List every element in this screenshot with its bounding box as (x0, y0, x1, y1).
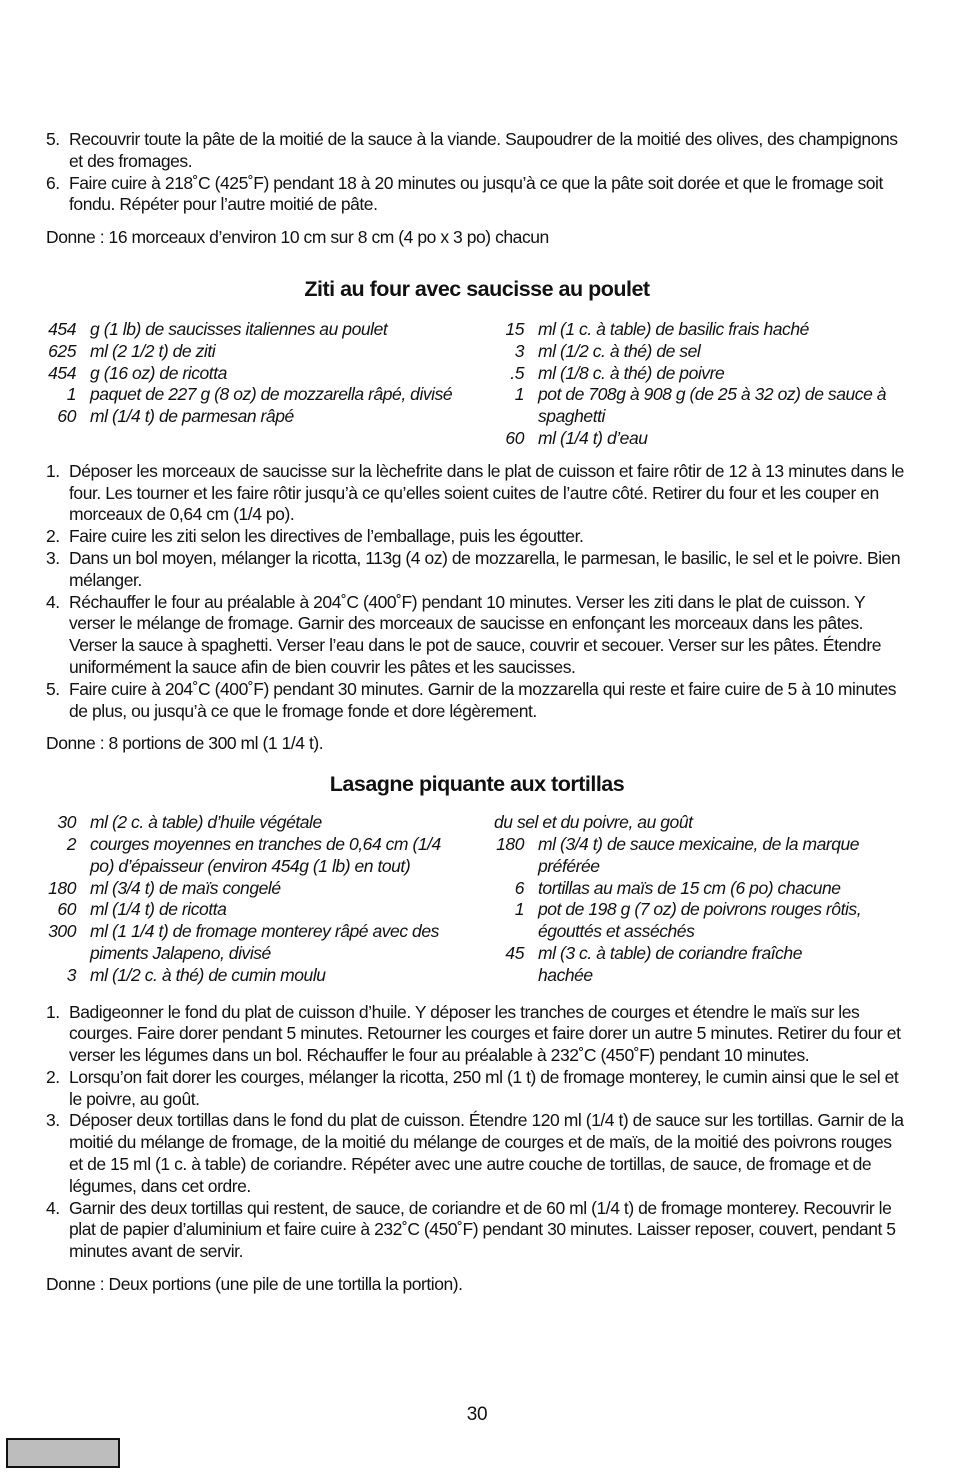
step-item: 6. Faire cuire à 218˚C (425˚F) pendant 18 à 20 minutes ou jusqu’à ce que la pâte soit dorée et que le fromage soit fondu. Répéter pour l’autre moitié de pâte. (46, 172, 883, 215)
ingredient-column-left (46, 812, 494, 986)
ingredient-row: 1 paquet de 227 g (8 oz) de mozzarella râpé, divisé (66, 384, 453, 405)
ingredient-row: 3 ml (1/2 c. à thé) de sel (514, 340, 701, 361)
ingredient-row: 625 ml (2 1/2 t) de ziti (48, 340, 216, 361)
step-item: 3. Dans un bol moyen, mélanger la ricotta, 113g (4 oz) de mozzarella, le parmesan, le basilic, le sel et le poivre. Bien mélanger. (46, 547, 901, 590)
ingredient-row: 3 ml (1/2 c. à thé) de cumin moulu (66, 964, 326, 985)
ingredient-column-left (46, 319, 494, 450)
step-text: Faire cuire à 204˚C (400˚F) pendant 30 minutes. Garnir de la mozzarella qui reste et faire cuire de 5 à 10 minutes de plus, ou jusqu’à ce que le fromage fonde et dore légèrement. (69, 678, 897, 721)
ingredient-row: 454 g (16 oz) de ricotta (48, 362, 227, 383)
step-text: Réchauffer le four au préalable à 204˚C (400˚F) pendant 10 minutes. Verser les ziti dans le plat de cuisson. Y verser le mélange de fromage. Garnir des morceaux de saucisse en enfonçant les morceaux dans les pâtes. Verser la sauce à spaghetti. Verser l’eau dans le pot de sauce, couvrir et secouer. Verser sur les pâtes. Étendre uniformément la sauce afin de bien couvrir les pâtes et les saucisses. (69, 591, 881, 677)
recipe-steps (46, 1002, 908, 1264)
step-item: 5. Recouvrir toute la pâte de la moitié de la sauce à la viande. Saupoudrer de la moitié des olives, des champignons et des fromages. (46, 129, 898, 171)
intro-yield: Donne : 16 morceaux d’environ 10 cm sur 8 cm (4 po x 3 po) chacun (46, 227, 549, 248)
ingredient-row: 60 ml (1/4 t) de ricotta (57, 899, 227, 920)
ingredient-column-right (494, 812, 908, 986)
step-text: Lorsqu’on fait dorer les courges, mélanger la ricotta, 250 ml (1 t) de fromage monterey, le cumin ainsi que le sel et le poivre, au goût. (69, 1066, 899, 1109)
step-item: 4. Réchauffer le four au préalable à 204˚C (400˚F) pendant 10 minutes. Verser les ziti dans le plat de cuisson. Y verser le mélange de fromage. Garnir des morceaux de saucisse en enfonçant les morceaux dans les pâtes. Verser la sauce à spaghetti. Verser l’eau dans le pot de sauce, couvrir et secouer. Verser sur les pâtes. Étendre uniformément la sauce afin de bien couvrir les pâtes et les saucisses. (46, 591, 881, 677)
step-text: Badigeonner le fond du plat de cuisson d’huile. Y déposer les tranches de courges et étendre le maïs sur les courges. Faire dorer pendant 5 minutes. Retourner les courges et faire dorer un autre 5 minutes. Retirer du four et verser les légumes dans un bol. Réchauffer le four au préalable à 232˚C (450˚F) pendant 10 minutes. (69, 1001, 901, 1066)
step-item: 1. Déposer les morceaux de saucisse sur la lèchefrite dans le plat de cuisson et faire rôtir de 12 à 13 minutes dans le four. Les tourner et les faire rôtir jusqu’à ce qu’elles soient cuites de l’autre côté. Retirer du four et les couper en morceaux de 0,64 cm (1/4 po). (46, 460, 904, 525)
step-item: 3. Déposer deux tortillas dans le fond du plat de cuisson. Étendre 120 ml (1/4 t) de sauce sur les tortillas. Garnir de la moitié du mélange de fromage, de la moitié du mélange de courges et de maïs, de la moitié des poivrons rouges et de 15 ml (1 c. à table) de coriandre. Répéter avec une autre couche de tortillas, de sauce, de fromage et de légumes, dans cet ordre. (46, 1110, 904, 1196)
step-text: Garnir des deux tortillas qui restent, de sauce, de coriandre et de 60 ml (1/4 t) de fromage monterey. Recouvrir le plat de papier d’aluminium et faire cuire à 232˚C (450˚F) pendant 30 minutes. Laisser reposer, couvert, pendant 5 minutes avant de servir. (69, 1197, 896, 1262)
ingredient-row: 60 ml (1/4 t) d’eau (505, 427, 648, 448)
page-tab-marker (6, 1438, 120, 1468)
step-item: 4. Garnir des deux tortillas qui restent, de sauce, de coriandre et de 60 ml (1/4 t) de fromage monterey. Recouvrir le plat de papier d’aluminium et faire cuire à 232˚C (450˚F) pendant 30 minutes. Laisser reposer, couvert, pendant 5 minutes avant de servir. (46, 1197, 896, 1262)
step-text: Faire cuire à 218˚C (425˚F) pendant 18 à 20 minutes ou jusqu’à ce que la pâte soit dorée et que le fromage soit fondu. Répéter pour l’autre moitié de pâte. (69, 172, 883, 215)
ingredient-row: 15 ml (1 c. à table) de basilic frais haché (505, 318, 809, 339)
step-item: 5. Faire cuire à 204˚C (400˚F) pendant 30 minutes. Garnir de la mozzarella qui reste et faire cuire de 5 à 10 minutes de plus, ou jusqu’à ce que le fromage fonde et dore légèrement. (46, 678, 897, 721)
recipe-page (46, 129, 908, 1296)
step-text: Déposer deux tortillas dans le fond du plat de cuisson. Étendre 120 ml (1/4 t) de sauce sur les tortillas. Garnir de la moitié du mélange de fromage, de la moitié du mélange de courges et de maïs, de la moitié des poivrons rouges et de 15 ml (1 c. à table) de coriandre. Répéter avec une autre couche de tortillas, de sauce, de fromage et de légumes, dans cet ordre. (69, 1110, 904, 1196)
ingredient-row: 6 tortillas au maïs de 15 cm (6 po) chacune (514, 877, 841, 898)
ingredient-list (46, 812, 908, 986)
ingredient-row: 454 g (1 lb) de saucisses italiennes au poulet (48, 318, 388, 339)
step-item: 2. Lorsqu’on fait dorer les courges, mélanger la ricotta, 250 ml (1 t) de fromage monterey, le cumin ainsi que le sel et le poivre, au goût. (46, 1066, 899, 1109)
ingredient-row: 30 ml (2 c. à table) d’huile végétale (57, 812, 322, 833)
ingredient-row: 180 ml (3/4 t) de sauce mexicaine, de la marque préférée (496, 833, 860, 876)
ingredient-row: 1 pot de 708g à 908 g (de 25 à 32 oz) de sauce à spaghetti (514, 384, 887, 427)
step-text: Recouvrir toute la pâte de la moitié de la sauce à la viande. Saupoudrer de la moitié des olives, des champignons et des fromages. (69, 129, 898, 171)
step-text: Dans un bol moyen, mélanger la ricotta, 113g (4 oz) de mozzarella, le parmesan, le basilic, le sel et le poivre. Bien mélanger. (69, 547, 901, 590)
recipe-title: Lasagne piquante aux tortillas (329, 772, 625, 797)
ingredient-list (46, 319, 908, 450)
page-number: 30 (466, 1404, 488, 1425)
ingredient-row: du sel et du poivre, au goût (494, 812, 693, 833)
ingredient-column-right (494, 319, 908, 450)
step-text: Déposer les morceaux de saucisse sur la lèchefrite dans le plat de cuisson et faire rôtir de 12 à 13 minutes dans le four. Les tourner et les faire rôtir jusqu’à ce qu’elles soient cuites de l’autre côté. Retirer du four et les couper en morceaux de 0,64 cm (1/4 po). (69, 460, 904, 525)
recipe-steps (46, 461, 908, 723)
ingredient-row: 1 pot de 198 g (7 oz) de poivrons rouges rôtis, égouttés et asséchés (514, 899, 862, 942)
recipe-yield: Donne : Deux portions (une pile de une tortilla la portion). (46, 1274, 463, 1295)
step-item: 1. Badigeonner le fond du plat de cuisson d’huile. Y déposer les tranches de courges et étendre le maïs sur les courges. Faire dorer pendant 5 minutes. Retourner les courges et faire dorer un autre 5 minutes. Retirer du four et verser les légumes dans un bol. Réchauffer le four au préalable à 232˚C (450˚F) pendant 10 minutes. (46, 1001, 901, 1066)
recipe-title: Ziti au four avec saucisse au poulet (304, 276, 650, 301)
intro-steps (46, 129, 908, 216)
step-item: 2. Faire cuire les ziti selon les directives de l’emballage, puis les égoutter. (46, 526, 584, 547)
ingredient-row: 300 ml (1 1/4 t) de fromage monterey râpé avec des piments Jalapeno, divisé (48, 921, 439, 963)
ingredient-row: 2 courges moyennes en tranches de 0,64 cm (1/4 po) d’épaisseur (environ 454g (1 lb) en tout) (66, 833, 441, 876)
step-text: Faire cuire les ziti selon les directives de l’emballage, puis les égoutter. (69, 526, 584, 547)
ingredient-row: .5 ml (1/8 c. à thé) de poivre (510, 362, 725, 383)
recipe-yield: Donne : 8 portions de 300 ml (1 1/4 t). (46, 733, 324, 754)
ingredient-row: 45 ml (3 c. à table) de coriandre fraîche hachée (505, 942, 803, 985)
ingredient-row: 180 ml (3/4 t) de maïs congelé (48, 877, 281, 898)
ingredient-row: 60 ml (1/4 t) de parmesan râpé (57, 406, 294, 427)
